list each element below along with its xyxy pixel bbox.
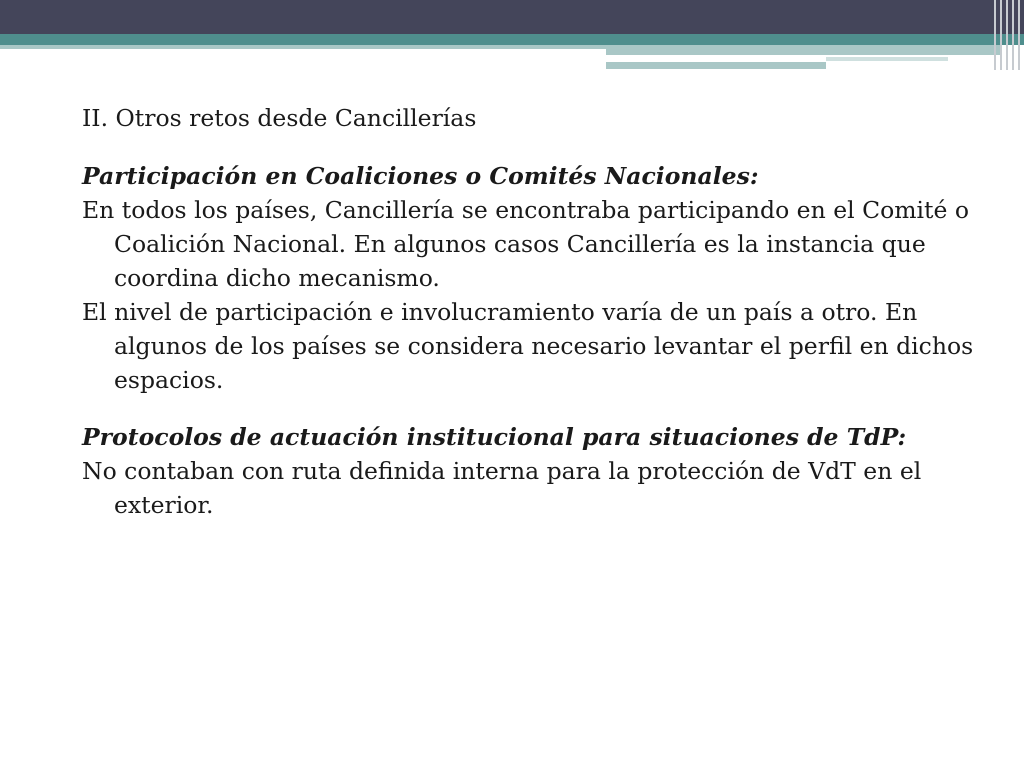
header-vertical-stripes (990, 0, 1024, 70)
stripe (1006, 0, 1008, 70)
stripe (994, 0, 996, 70)
stripe (1012, 0, 1014, 70)
header-accent-line (0, 45, 610, 49)
header-accent-line (826, 57, 948, 61)
subheading-coaliciones: Participación en Coaliciones o Comités Nacionales: (82, 162, 759, 190)
paragraph: No contaban con ruta definida interna para la protección de VdT en el exterior. (82, 457, 922, 519)
paragraph: El nivel de participación e involucramiento varía de un país a otro. En algunos de los países se considera necesario levantar el perfil en dichos espacios. (82, 298, 974, 394)
stripe (1018, 0, 1020, 70)
paragraph: En todos los países, Cancillería se encontraba participando en el Comité o Coalición Nacional. En algunos casos Cancillería es la instancia que coordina dicho mecanismo. (82, 196, 969, 292)
header-teal-band (0, 34, 1024, 45)
slide-content (82, 100, 982, 522)
subheading-protocolos: Protocolos de actuación institucional para situaciones de TdP: (82, 423, 907, 451)
section-title: II. Otros retos desde Cancillerías (82, 104, 477, 132)
header-accent-line (606, 62, 826, 69)
header-accent-line (606, 45, 1001, 55)
header-dark-band (0, 0, 1024, 34)
stripe (1000, 0, 1002, 70)
